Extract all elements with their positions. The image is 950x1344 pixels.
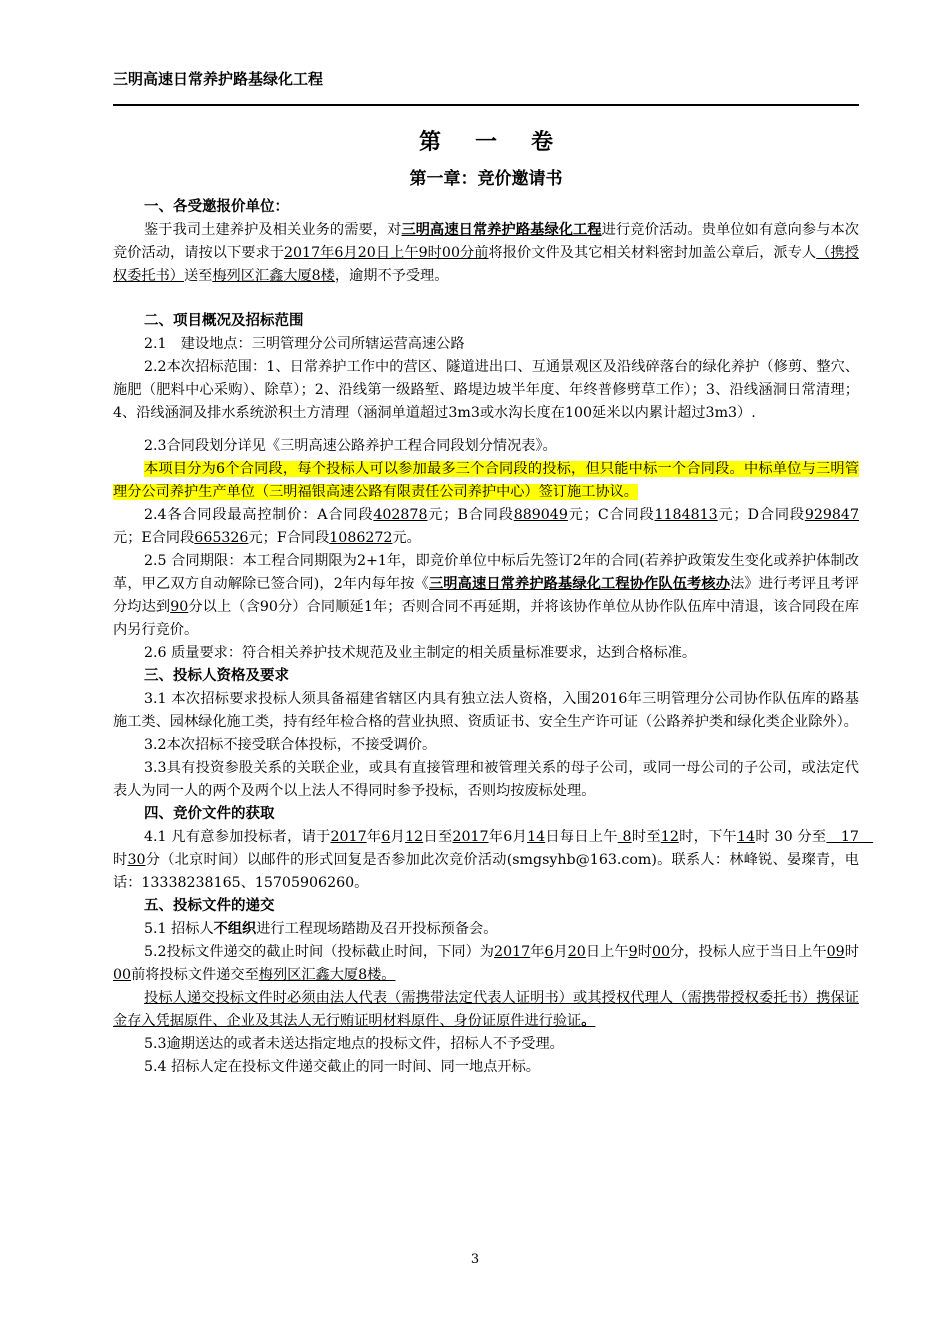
highlight-line-1: 本项目分为6个合同段，每个投标人可以参加最多三个合同段的投标，但只能中标一个合同段。 xyxy=(144,461,744,477)
price-f: 1086272 xyxy=(329,530,393,546)
highlighted-paragraph xyxy=(113,458,859,504)
price-e: 665326 xyxy=(194,530,249,546)
text-run: 年 xyxy=(530,944,545,960)
running-header: 三明高速日常养护路基绿化工程 xyxy=(113,70,324,88)
paragraph-4-1 xyxy=(113,826,874,895)
score-threshold: 90 xyxy=(170,599,189,615)
text-run: 4.1 凡有意参加投标者，请于 xyxy=(144,829,331,845)
section-4-heading: 四、竞价文件的获取 xyxy=(144,806,275,822)
text-run: 时 xyxy=(637,944,652,960)
paragraph-5-4: 5.4 招标人定在投标文件递交截止的同一时间、同一地点开标。 xyxy=(144,1059,540,1075)
text-run: 元；B合同段 xyxy=(427,507,514,523)
text-run: 日至 xyxy=(423,829,453,845)
text-run: 月 xyxy=(553,944,568,960)
text-run: 分以上（含90分）合同顺延1年；否则合同不再延期，并将该协作单位从协作队伍库中清退，该合同段在库内另行竞价。 xyxy=(113,599,859,638)
date-part: 6 xyxy=(544,944,554,960)
section-1-heading: 一、各受邀报价单位： xyxy=(144,199,289,215)
time-part: 8 xyxy=(617,829,632,845)
text-run: 进行竞价活动。贵单位如有意向参与本次竞价活动，请按以下要求于 xyxy=(113,222,859,261)
text-run: 元；C合同段 xyxy=(567,507,655,523)
highlight-line-2: 中标单位与三明管理分公司养护生产单位（三明福银高速公路有限责任公司养护中心）签订施工协议。 xyxy=(113,461,859,500)
date-part: 20 xyxy=(567,944,586,960)
time-part: 12 xyxy=(660,829,679,845)
time-part: 9 xyxy=(628,944,638,960)
volume-title: 第一卷 xyxy=(418,130,587,155)
text-run: 2.5 合同期限：本工程合同期限为2+1年，即竞价单位中标后先签订2年的合同(若养护政策发生变化或养护体制改革，甲乙双方自动解除已签合同)，2年内每年按《 xyxy=(113,553,859,592)
text-run: 5.1 招标人 xyxy=(144,921,214,937)
text-run: 2.4各合同段最高控制价：A合同段 xyxy=(144,507,374,523)
price-c: 1184813 xyxy=(654,507,718,523)
price-d: 929847 xyxy=(804,507,859,523)
section-3-heading: 三、投标人资格及要求 xyxy=(144,668,289,684)
text-run: 送至 xyxy=(183,268,213,284)
text-run: 前将投标文件递交至 xyxy=(131,967,259,983)
paragraph-2-5 xyxy=(113,550,859,642)
page-number: 3 xyxy=(470,1252,480,1267)
text-run: 5.2投标文件递交的截止时间（投标截止时间，下同）为 xyxy=(144,944,495,960)
verification-requirement: 投标人递交投标文件时必须由法人代表（需携带法定代表人证明书）或其授权代理人（需携带授权委托书）携保证金存入凭据原件、企业及其法人无行贿证明材料原件、身份证原件进行验证 xyxy=(113,990,859,1029)
paragraph-2-1: 2.1 建设地点：三明管理分公司所辖运营高速公路 xyxy=(144,336,465,352)
paragraph-3-3: 3.3具有投资参股关系的关联企业，或具有直接管理和被管理关系的母子公司，或同一母公司的子公司，或法定代表人为同一人的两个及两个以上法人不得同时参予投标，否则均按废标处理。 xyxy=(113,760,859,799)
text-run: 日上午 xyxy=(585,944,629,960)
time-part: 00 xyxy=(651,944,670,960)
time-part: 30 xyxy=(127,852,146,868)
text-run: 时，下午 xyxy=(678,829,738,845)
text-run: 。 xyxy=(581,1013,596,1029)
section-1-paragraph xyxy=(113,219,859,288)
date-part: 12 xyxy=(405,829,424,845)
text-run: 年6月 xyxy=(488,829,528,845)
paragraph-5-1 xyxy=(113,918,859,941)
text-run: 时 xyxy=(844,944,859,960)
text-run: 法》进行考评且考评分均达到 xyxy=(113,576,859,615)
section-2-heading: 二、项目概况及招标范围 xyxy=(144,313,304,329)
text-run: 日每日上午 xyxy=(545,829,618,845)
section-5-heading: 五、投标文件的递交 xyxy=(144,898,275,914)
time-part: 14 xyxy=(737,829,756,845)
time-part: 17 xyxy=(826,829,874,845)
date-part: 2017 xyxy=(330,829,367,845)
header-rule xyxy=(113,104,859,106)
project-name: 三明高速日常养护路基绿化工程 xyxy=(401,222,602,238)
authorization-note: （携授权委托书） xyxy=(113,245,859,284)
assessment-method: 三明高速日常养护路基绿化工程协作队伍考核办 xyxy=(428,576,731,592)
text-run: 时 xyxy=(113,852,128,868)
not-organized: 不组织 xyxy=(213,921,257,937)
date-part: 6 xyxy=(381,829,391,845)
paragraph-5-3: 5.3逾期送达的或者未送达指定地点的投标文件，招标人不予受理。 xyxy=(144,1036,564,1052)
text-run: 月 xyxy=(390,829,406,845)
delivery-address: 梅列区汇鑫大厦8楼。 xyxy=(258,967,396,983)
paragraph-5-2 xyxy=(113,941,859,987)
text-run: 元；D合同段 xyxy=(717,507,805,523)
time-part: 09 xyxy=(826,944,845,960)
text-run: 将报价文件及其它相关材料密封加盖公章后，派专人 xyxy=(488,245,817,261)
text-run: 元；E合同段 xyxy=(113,530,195,546)
paragraph-2-6: 2.6 质量要求：符合相关养护技术规范及业主制定的相关质量标准要求，达到合格标准。 xyxy=(144,645,697,661)
text-run: 元。 xyxy=(392,530,421,546)
paragraph-2-2: 2.2本次招标范围：1、日常养护工作中的营区、隧道进出口、互通景观区及沿线碎落台的绿化养护（修剪、整穴、施肥（肥料中心采购）、除草）；2、沿线第一级路堑、路堤边坡半年度、年终普修劈草工作）；3、沿线涵洞日常清理；4、沿线涵洞及排水系统淤积土方清理（涵洞单道超过3m3或水沟长度在100延米以内累计超过3m3）. xyxy=(113,359,859,421)
text-run: 时至 xyxy=(631,829,661,845)
delivery-address: 梅列区汇鑫大厦8楼 xyxy=(212,268,335,284)
deadline: 2017年6月20日上午9时00分前 xyxy=(283,245,489,261)
price-b: 889049 xyxy=(513,507,568,523)
text-run: 分，投标人应于当日上午 xyxy=(670,944,827,960)
text-run: 元；F合同段 xyxy=(248,530,330,546)
text-run: ，逾期不予受理。 xyxy=(334,268,449,284)
price-a: 402878 xyxy=(373,507,428,523)
text-run: 进行工程现场踏勘及召开投标预备会。 xyxy=(256,921,498,937)
text-run: 分（北京时间）以邮件的形式回复是否参加此次竞价活动(smgsyhb@163.com)。联系人：林峰锐、晏璨青，电话：13338238165、15705906260。 xyxy=(113,852,859,891)
text-run: 年 xyxy=(366,829,382,845)
text-run: 鉴于我司土建养护及相关业务的需要，对 xyxy=(144,222,402,238)
date-part: 14 xyxy=(527,829,546,845)
paragraph-2-4 xyxy=(113,504,859,550)
chapter-title: 第一章：竞价邀请书 xyxy=(409,169,563,189)
paragraph-3-1: 3.1 本次招标要求投标人须具备福建省辖区内具有独立法人资格，入围2016年三明管理分公司协作队伍库的路基施工类、园林绿化施工类，持有经年检合格的营业执照、资质证书、安全生产许可证（公路养护类和绿化类企业除外）。 xyxy=(113,691,859,730)
paragraph-2-3: 2.3合同段划分详见《三明高速公路养护工程合同段划分情况表》。 xyxy=(144,438,557,454)
text-run: 时 30 分至 xyxy=(755,829,827,845)
paragraph-3-2: 3.2本次招标不接受联合体投标，不接受调价。 xyxy=(144,737,437,753)
date-part: 2017 xyxy=(452,829,489,845)
time-part: 00 xyxy=(113,967,132,983)
paragraph-5-2-verification xyxy=(113,987,859,1033)
date-part: 2017 xyxy=(494,944,531,960)
document-body xyxy=(113,124,874,1079)
